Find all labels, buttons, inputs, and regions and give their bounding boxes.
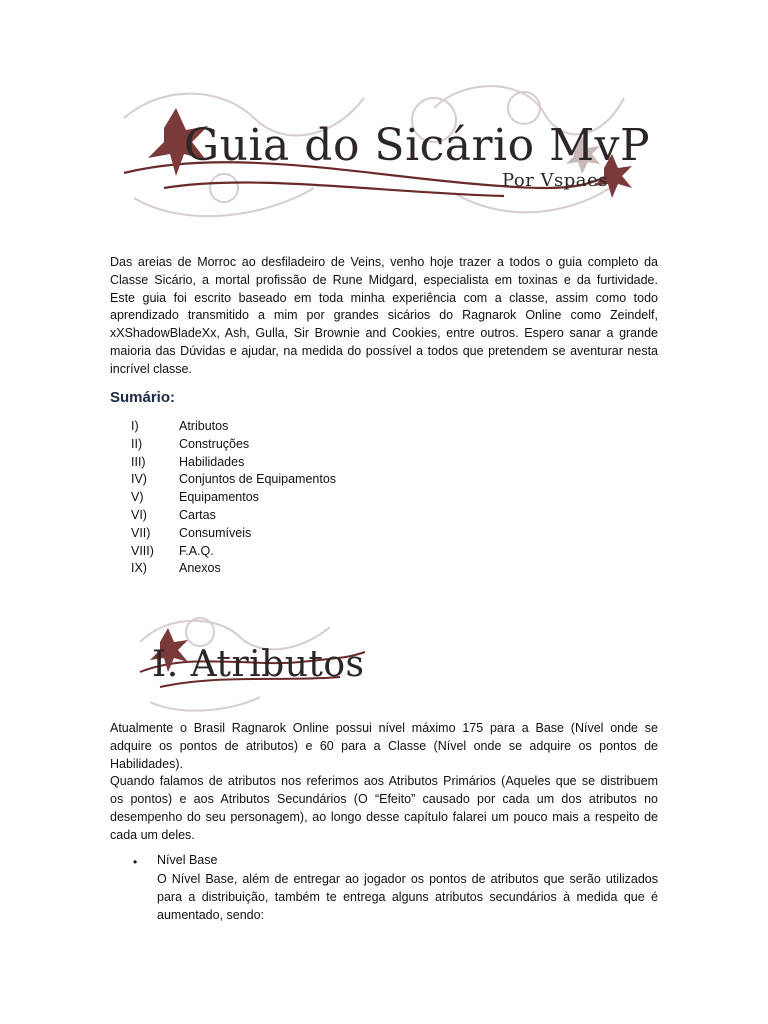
intro-line: incrível classe. [110, 361, 192, 376]
section-line: os pontos) e aos Atributos Secundários (O “Efeito” causado por cada um dos atributos no [110, 792, 658, 807]
intro-line: xXShadowBladeXx, Ash, Gulla, Sir Brownie and Cookies, entre outros. Espero sanar a grande [110, 326, 658, 341]
toc-number: V) [131, 490, 144, 505]
toc-number: IV) [131, 472, 147, 487]
bullet-line: para a distribuição, também te entrega alguns atributos secundários à medida que é [157, 889, 658, 904]
banner-subtitle: Por Vspaes [502, 170, 608, 191]
intro-line: Das areias de Morroc ao desfiladeiro de Veins, venho hoje trazer a todos o guia completo da [110, 255, 658, 269]
intro-line: Este guia foi escrito baseado em toda minha experiência com a classe, assim como todo [110, 290, 658, 305]
section-line: Atualmente o Brasil Ragnarok Online possui nível máximo 175 para a Base (Nível onde se [110, 721, 658, 735]
toc-item [131, 455, 336, 473]
toc-label: Cartas [179, 507, 216, 522]
toc-number: III) [131, 454, 146, 469]
toc-label: Consumíveis [179, 525, 252, 540]
toc-item [131, 526, 336, 544]
toc-label: Atributos [179, 419, 229, 433]
bullet-line: O Nível Base, além de entregar ao jogador os pontos de atributos que serão utilizados [157, 872, 658, 886]
toc-number: II) [131, 436, 143, 451]
header-banner [104, 78, 651, 228]
bullet-line: aumentado, sendo: [157, 907, 265, 922]
summary-heading: Sumário: [110, 389, 176, 406]
toc-number: VI) [131, 507, 147, 522]
section-banner-title: I. Atributos [152, 644, 365, 685]
toc-label: Anexos [179, 561, 221, 576]
banner-title: Guia do Sicário MvP [184, 120, 651, 171]
toc-number: I) [131, 419, 139, 433]
section-line: Habilidades). [110, 756, 183, 771]
toc-item [131, 544, 336, 562]
section-banner [130, 612, 370, 716]
toc-number: VII) [131, 525, 151, 540]
toc-label: Equipamentos [179, 490, 259, 505]
table-of-contents [131, 419, 336, 579]
intro-line: maioria das Dúvidas e ajudar, na medida do possível a todos que pretendem se aventurar nesta [110, 343, 658, 358]
toc-label: Habilidades [179, 454, 245, 469]
toc-item [131, 490, 336, 508]
toc-number: VIII) [131, 543, 154, 558]
intro-line: Classe Sicário, a mortal profissão de Rune Midgard, especialista em toxinas e da furtividade. [110, 272, 658, 287]
bullet-body [157, 871, 658, 924]
toc-label: F.A.Q. [179, 543, 214, 558]
toc-label: Conjuntos de Equipamentos [179, 472, 337, 487]
section-line: adquire os pontos de atributos) e 60 para a Classe (Nível onde se adquire os pontos de [110, 738, 658, 753]
section-paragraph [110, 720, 658, 845]
toc-number: IX) [131, 561, 147, 576]
toc-item [131, 561, 336, 579]
toc-item [131, 437, 336, 455]
section-line: Quando falamos de atributos nos referimos aos Atributos Primários (Aqueles que se distribuem [110, 774, 658, 789]
toc-label: Construções [179, 436, 250, 451]
section-line: desempenho do seu personagem), ao longo desse capítulo falarei um pouco mais a respeito de [110, 809, 658, 824]
toc-item [131, 419, 336, 437]
bullet-title: Nível Base [157, 853, 218, 867]
intro-line: aprendizado transmitido a mim por grandes sicários do Ragnarok Online como Zeindelf, [110, 308, 658, 323]
intro-paragraph [110, 254, 658, 379]
toc-item [131, 472, 336, 490]
bullet-marker: • [133, 855, 138, 869]
toc-item [131, 508, 336, 526]
section-line: cada um deles. [110, 827, 195, 842]
